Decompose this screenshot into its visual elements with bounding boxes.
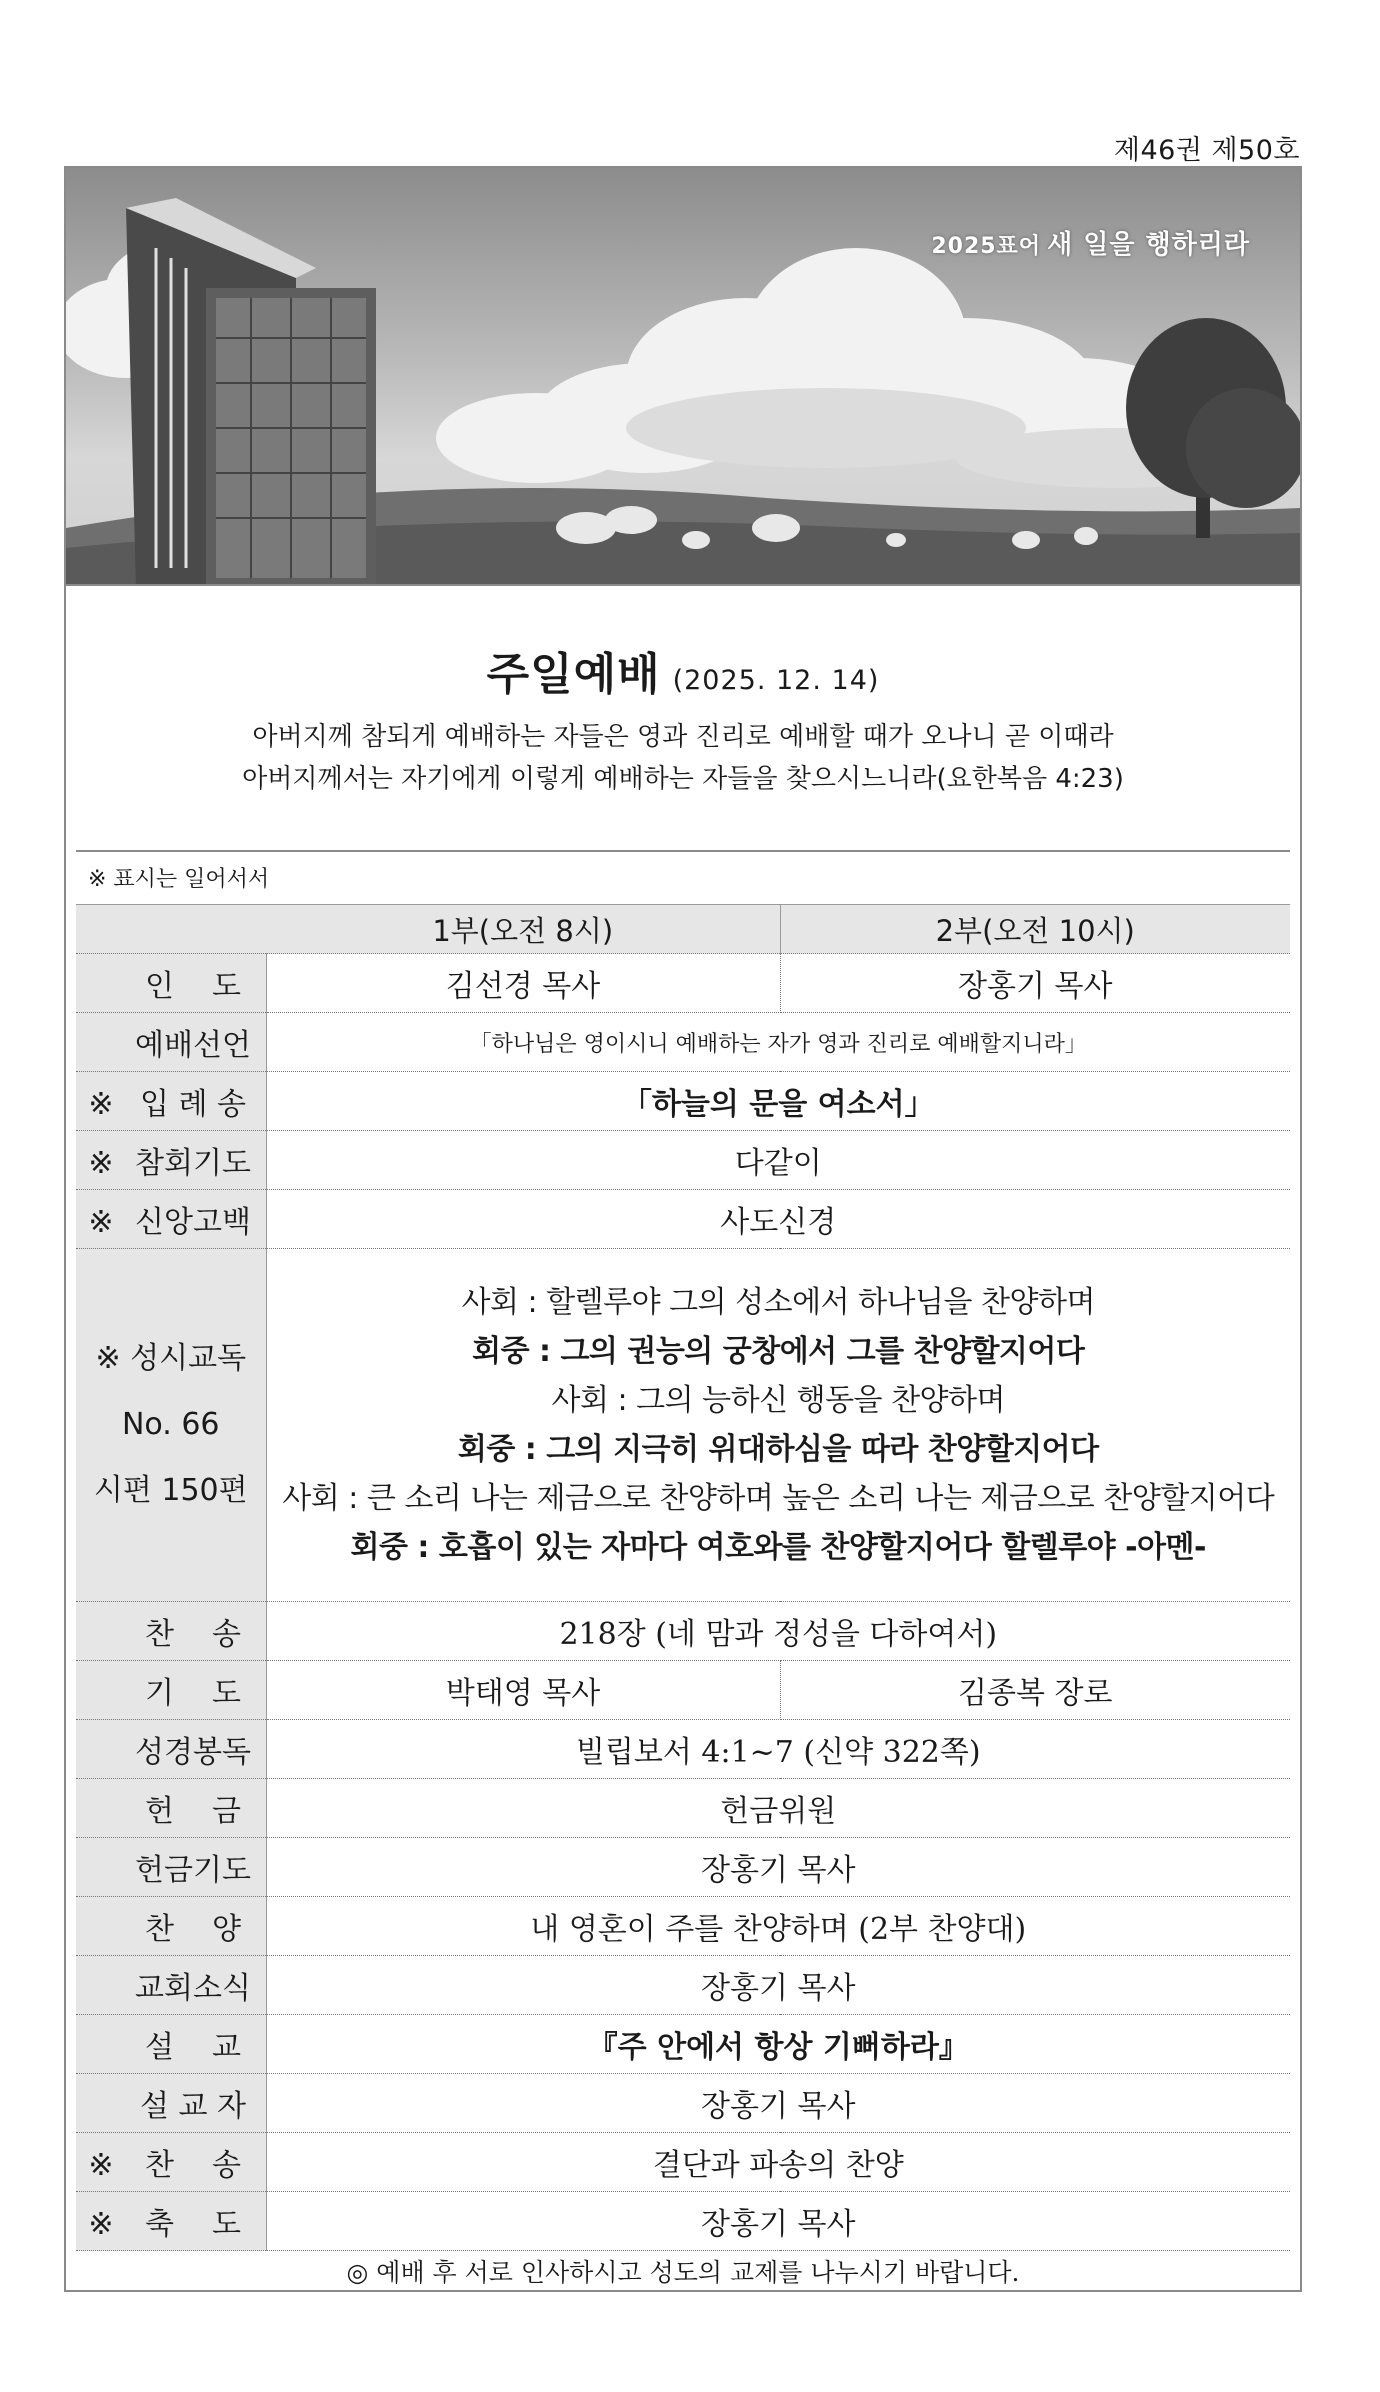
leader-line: 사회 : 큰 소리 나는 제금으로 찬양하며 높은 소리 나는 제금으로 찬양할지어다 (282, 1481, 1275, 1516)
label-text: 축 도 (144, 2207, 242, 2242)
part1-value: 박태영 목사 (266, 1661, 780, 1720)
label-text: 예배선언 (135, 1028, 251, 1063)
service-title-block (66, 638, 1300, 800)
label-text: 신앙고백 (135, 1205, 251, 1240)
footer-note: ◎ 예배 후 서로 인사하시고 성도의 교제를 나누시기 바랍니다. (346, 2258, 1020, 2287)
standing-note: ※ 표시는 일어서서 (88, 867, 270, 892)
row-value: 218장 (네 맘과 정성을 다하여서) (266, 1602, 1290, 1661)
row-offering (76, 1779, 1290, 1838)
row-benediction (76, 2192, 1290, 2251)
service-title (66, 638, 1300, 702)
row-prayer (76, 1661, 1290, 1720)
label-text: 헌 금 (144, 1794, 242, 1829)
row-label (76, 954, 266, 1013)
label-text: 기 도 (144, 1676, 242, 1711)
table-header-row (76, 905, 1290, 954)
row-responsive-reading (76, 1249, 1290, 1602)
row-label (76, 2074, 266, 2133)
label-text: 찬 송 (144, 2148, 242, 2183)
row-offering-prayer (76, 1838, 1290, 1897)
label-text: 참회기도 (135, 1146, 251, 1181)
label-text: 입 례 송 (139, 1087, 246, 1122)
stand-mark: ※ (88, 2148, 114, 2183)
row-invocation (76, 954, 1290, 1013)
opening-verse (66, 716, 1300, 800)
row-label (76, 1956, 266, 2015)
row-label (76, 1013, 266, 1072)
footer-row (76, 2251, 1290, 2292)
row-value: 장홍기 목사 (266, 2074, 1290, 2133)
row-value: 내 영혼이 주를 찬양하며 (2부 찬양대) (266, 1897, 1290, 1956)
stand-mark: ※ (88, 2207, 114, 2242)
row-value: 장홍기 목사 (266, 1838, 1290, 1897)
row-preacher (76, 2074, 1290, 2133)
stand-mark: ※ (88, 1087, 114, 1122)
header-part1: 1부(오전 8시) (266, 905, 780, 954)
label-text: 교회소식 (135, 1971, 251, 2006)
part2-value: 장홍기 목사 (780, 954, 1290, 1013)
row-label (76, 1838, 266, 1897)
leader-line: 사회 : 할렐루야 그의 성소에서 하나님을 찬양하며 (461, 1285, 1095, 1320)
bulletin-frame (64, 166, 1302, 2292)
responsive-label (76, 1249, 266, 1602)
row-label (76, 2192, 266, 2251)
row-value: 사도신경 (266, 1190, 1290, 1249)
row-label (76, 1661, 266, 1720)
label-text: 찬 양 (144, 1912, 242, 1947)
row-sermon (76, 2015, 1290, 2074)
row-label (76, 2133, 266, 2192)
row-repentance (76, 1131, 1290, 1190)
header-banner (66, 168, 1300, 586)
part1-value: 김선경 목사 (266, 954, 780, 1013)
header-part2: 2부(오전 10시) (780, 905, 1290, 954)
row-value: 헌금위원 (266, 1779, 1290, 1838)
row-label (76, 1072, 266, 1131)
responsive-lines (266, 1249, 1290, 1602)
header-blank (76, 905, 266, 954)
sermon-title: 『주 안에서 항상 기뻐하라』 (266, 2015, 1290, 2074)
row-value: 장홍기 목사 (266, 1956, 1290, 2015)
issue-number: 제46권 제50호 (1113, 135, 1300, 166)
service-name: 주일예배 (486, 649, 661, 700)
row-value: 다같이 (266, 1131, 1290, 1190)
stand-mark: ※ (88, 1146, 114, 1181)
label-text: 설 교 자 (139, 2089, 246, 2124)
row-value: 장홍기 목사 (266, 2192, 1290, 2251)
row-scripture (76, 1720, 1290, 1779)
row-label (76, 2015, 266, 2074)
stand-mark: ※ (88, 1205, 114, 1240)
congregation-line: 회중 : 호흡이 있는 자마다 여호와를 찬양할지어다 할렐루야 -아멘- (350, 1530, 1206, 1565)
leader-line: 사회 : 그의 능하신 행동을 찬양하며 (551, 1383, 1005, 1418)
row-label (76, 1897, 266, 1956)
motto-text: 새 일을 행하리라 (1047, 230, 1250, 260)
label-text: 설 교 (144, 2030, 242, 2065)
row-anthem (76, 1897, 1290, 1956)
row-entrance-hymn (76, 1072, 1290, 1131)
label-text: 인 도 (144, 969, 242, 1004)
label-text: 찬 송 (144, 1617, 242, 1652)
row-closing-hymn (76, 2133, 1290, 2192)
responsive-psalm: 시편 150편 (93, 1473, 248, 1508)
responsive-number: No. 66 (121, 1407, 220, 1442)
verse-line-1: 아버지께 참되게 예배하는 자들은 영과 진리로 예배할 때가 오나니 곧 이때라 (252, 722, 1114, 752)
part2-value: 김종복 장로 (780, 1661, 1290, 1720)
row-value: 결단과 파송의 찬양 (266, 2133, 1290, 2192)
service-date: (2025. 12. 14) (672, 665, 880, 696)
annual-motto (931, 224, 1250, 261)
row-announcements (76, 1956, 1290, 2015)
row-creed (76, 1190, 1290, 1249)
row-value: 「하늘의 문을 여소서」 (266, 1072, 1290, 1131)
row-hymn (76, 1602, 1290, 1661)
row-label (76, 1190, 266, 1249)
row-value: 「하나님은 영이시니 예배하는 자가 영과 진리로 예배할지니라」 (266, 1013, 1290, 1072)
responsive-title: ※ 성시교독 (95, 1341, 247, 1376)
label-text: 헌금기도 (135, 1853, 251, 1888)
row-label (76, 1720, 266, 1779)
verse-line-2: 아버지께서는 자기에게 이렇게 예배하는 자들을 찾으시느니라(요한복음 4:23) (242, 764, 1124, 794)
motto-year: 2025표어 (931, 234, 1042, 259)
row-declaration (76, 1013, 1290, 1072)
row-label (76, 1602, 266, 1661)
row-value: 빌립보서 4:1~7 (신약 322쪽) (266, 1720, 1290, 1779)
congregation-line: 회중 : 그의 권능의 궁창에서 그를 찬양할지어다 (472, 1334, 1085, 1369)
divider (76, 850, 1290, 852)
congregation-line: 회중 : 그의 지극히 위대하심을 따라 찬양할지어다 (457, 1432, 1099, 1467)
row-label (76, 1131, 266, 1190)
row-label (76, 1779, 266, 1838)
order-of-worship-table (76, 904, 1290, 2291)
label-text: 성경봉독 (135, 1735, 251, 1770)
